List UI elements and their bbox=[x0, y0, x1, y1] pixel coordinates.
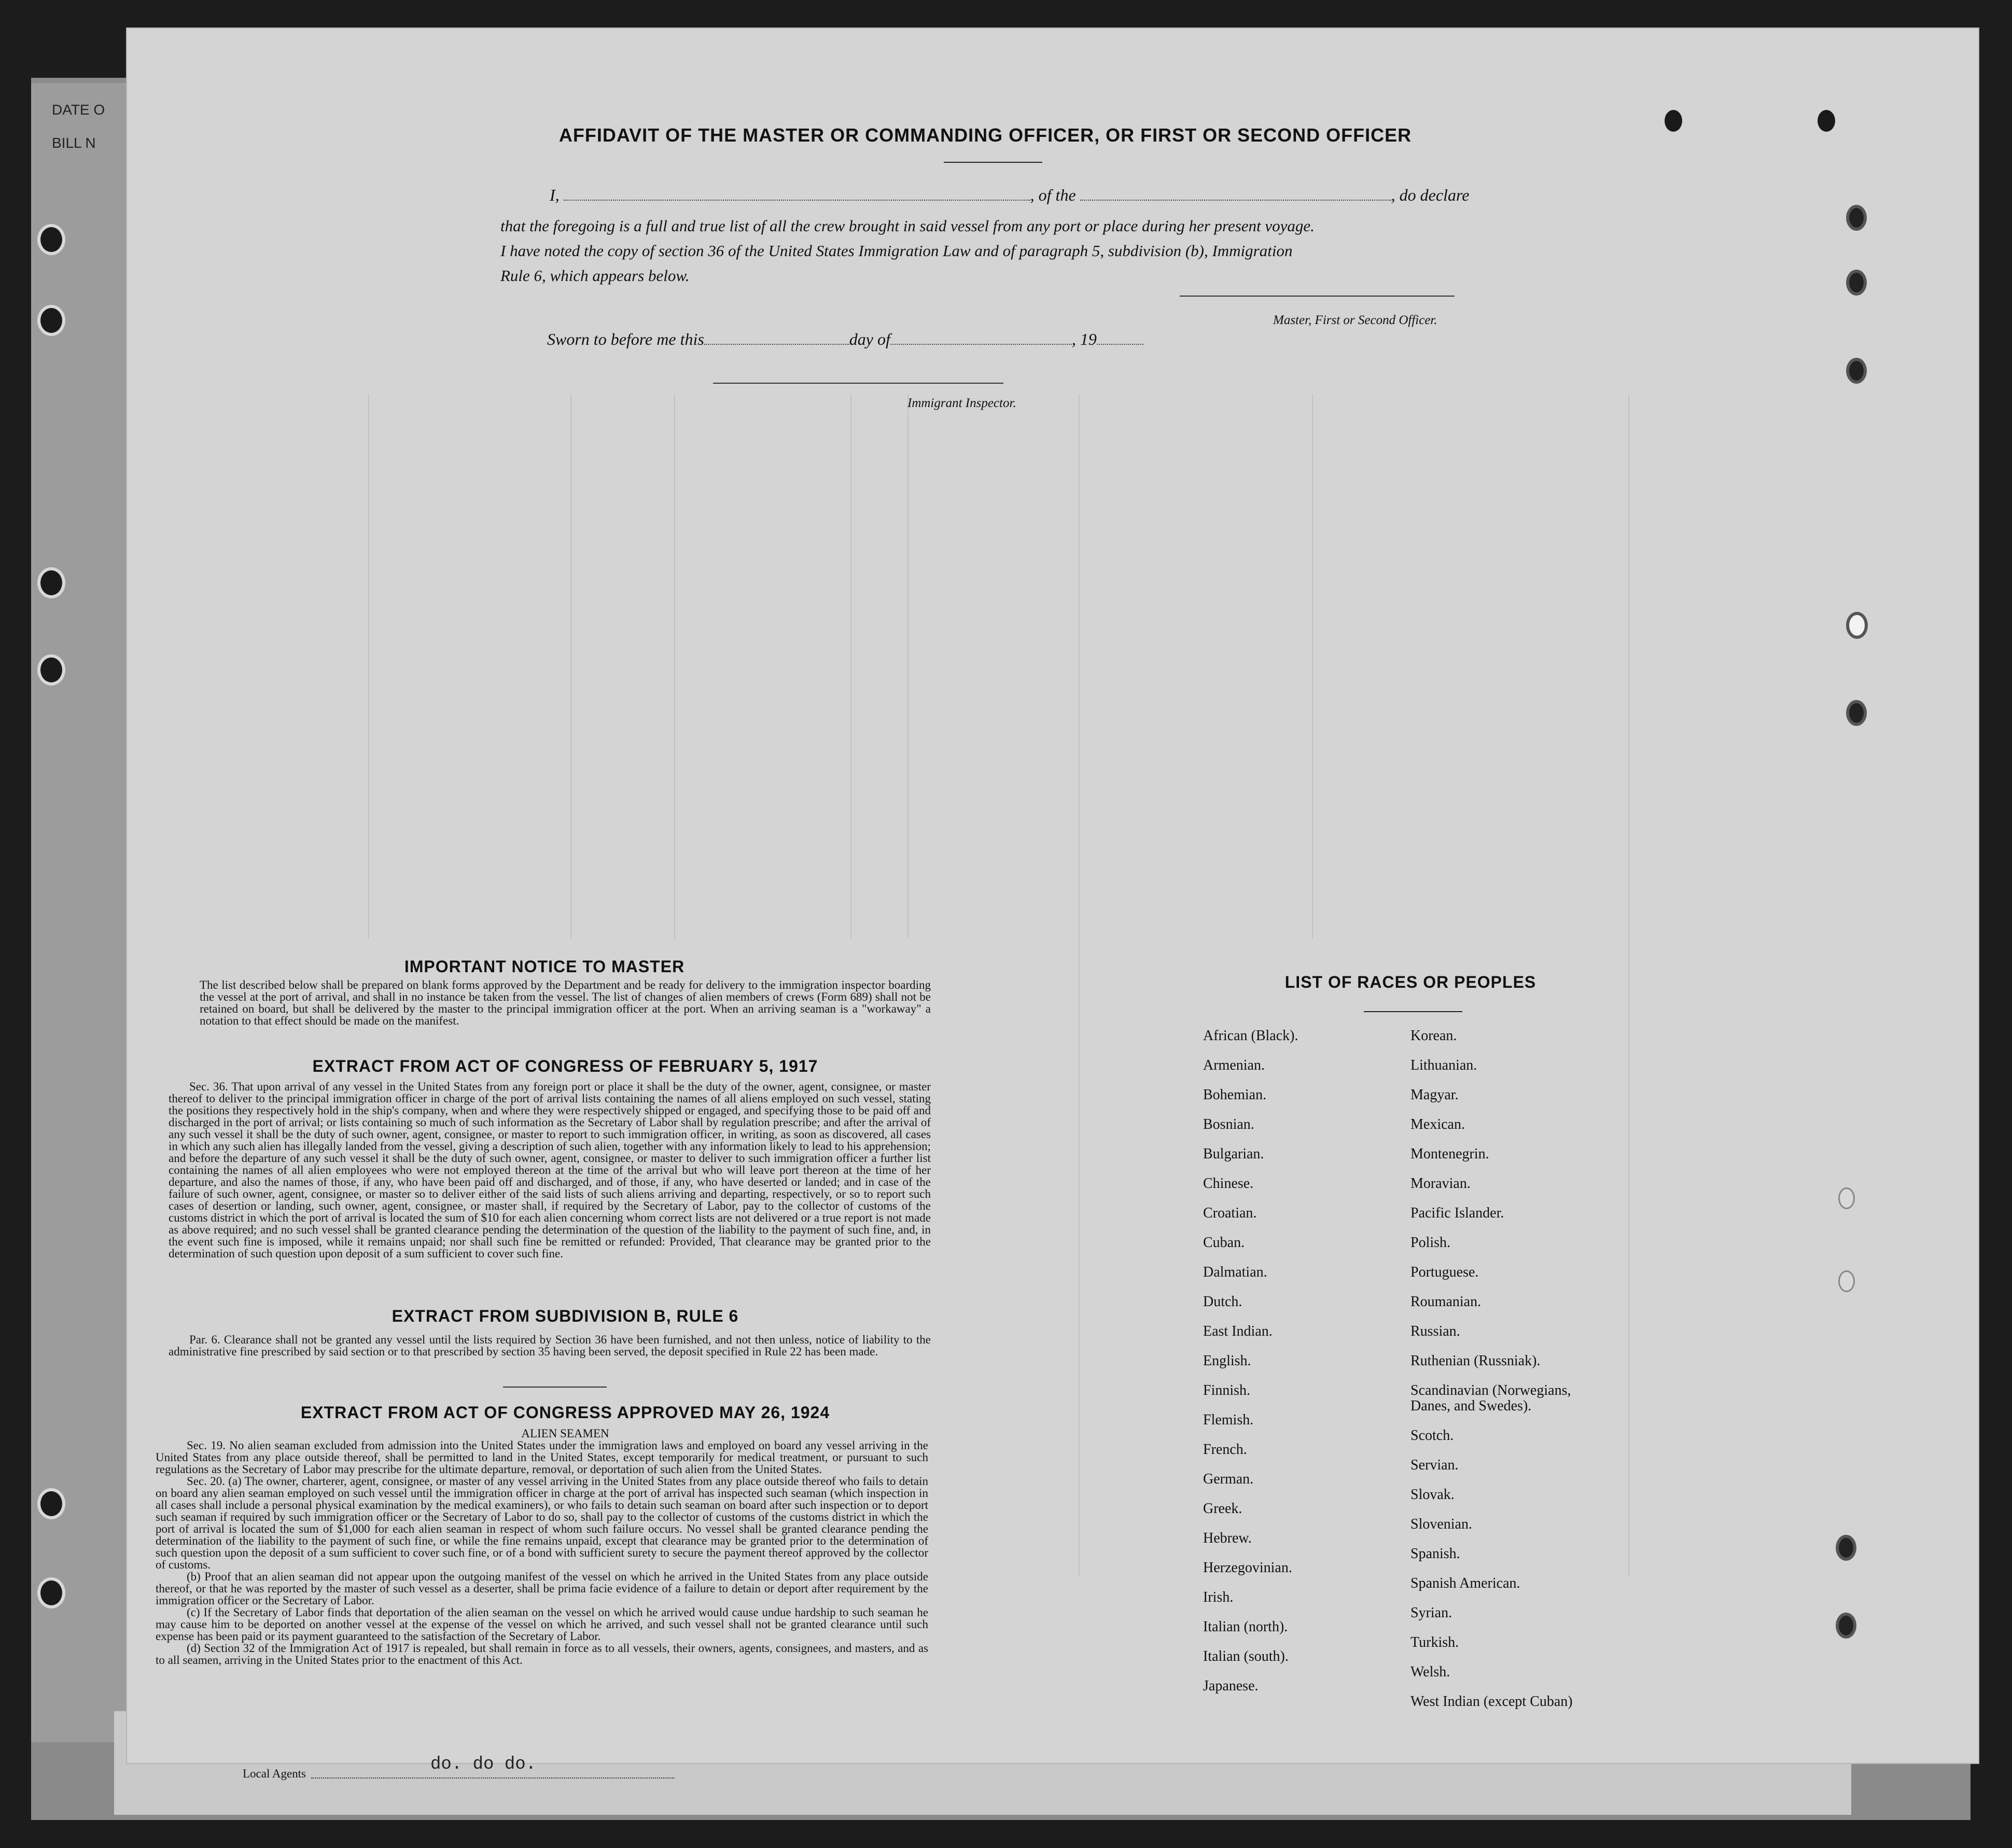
punch-hole bbox=[1838, 1270, 1855, 1292]
race-entry: Italian (south). bbox=[1203, 1648, 1289, 1664]
race-entry: English. bbox=[1203, 1353, 1251, 1369]
title-divider bbox=[944, 162, 1042, 163]
affidavit-line1 bbox=[550, 186, 1469, 205]
extract-1924-body bbox=[156, 1439, 928, 1666]
punch-hole bbox=[1846, 205, 1867, 231]
section-divider bbox=[503, 1387, 607, 1388]
race-entry: West Indian (except Cuban) bbox=[1410, 1693, 1573, 1710]
races-divider bbox=[1364, 1011, 1462, 1012]
punch-hole bbox=[1846, 270, 1867, 296]
inspector-caption: Immigrant Inspector. bbox=[907, 396, 1016, 410]
race-entry: Roumanian. bbox=[1410, 1294, 1482, 1310]
race-entry: Croatian. bbox=[1203, 1205, 1257, 1221]
race-entry: Slovak. bbox=[1410, 1487, 1455, 1503]
sworn-date-field[interactable] bbox=[704, 344, 849, 345]
race-entry: Japanese. bbox=[1203, 1678, 1259, 1694]
sec20a-text: Sec. 20. (a) The owner, charterer, agent, consignee, or master of any vessel arriving in the United States from any place outside thereof who fails to detain on board any alien seaman employed on such vessel until the immigration officer in charge at the port of arrival has inspected such seaman (which inspection in all cases shall include a personal physical examination by the medical examiners), or who fails to detain such seaman on board after such inspection or to deport such seaman if required by such immigration officer or the Secretary of Labor to do so, shall pay to the collector of customs of the customs district in which the port of arrival is located the sum of $1,000 for each alien seaman in respect of whom such failure occurs. No vessel shall be granted clearance pending the determination of the liability to the payment of such fine, or while the fine remains unpaid, except that clearance may be granted prior to the determination of such question upon the deposit of a sum sufficient to cover such fine, or of a bond with sufficient surety to secure the payment thereof approved by the collector of customs. bbox=[156, 1475, 928, 1571]
margin-stamp-line2: BILL N bbox=[52, 135, 96, 151]
race-entry: Slovenian. bbox=[1410, 1516, 1472, 1532]
race-entry: Russian. bbox=[1410, 1323, 1460, 1339]
race-entry: Moravian. bbox=[1410, 1175, 1471, 1192]
vessel-name-field[interactable] bbox=[1080, 200, 1391, 201]
race-entry: Dutch. bbox=[1203, 1294, 1242, 1310]
punch-hole bbox=[37, 224, 65, 255]
affidavit-declare: , do declare bbox=[1391, 186, 1470, 204]
punch-hole bbox=[37, 305, 65, 336]
inspector-signature-line bbox=[713, 383, 1003, 384]
race-entry: Armenian. bbox=[1203, 1057, 1265, 1073]
sworn-month-field[interactable] bbox=[890, 344, 1072, 345]
race-entry: Mexican. bbox=[1410, 1116, 1465, 1132]
race-entry: Herzegovinian. bbox=[1203, 1560, 1292, 1576]
ghost-column-line bbox=[907, 394, 909, 939]
punch-hole bbox=[1838, 1187, 1855, 1209]
sworn-label: Sworn to before me this bbox=[547, 330, 704, 348]
race-entry: Spanish American. bbox=[1410, 1575, 1520, 1591]
races-right-column bbox=[1410, 1028, 1701, 1723]
notice-title: IMPORTANT NOTICE TO MASTER bbox=[404, 957, 685, 976]
race-entry: Pacific Islander. bbox=[1410, 1205, 1504, 1221]
sec19-text: Sec. 19. No alien seaman excluded from admission into the United States under the immigration laws and employed on board any vessel arriving in the United States from any place outside thereof, shall be permitted to land in the United States, except temporarily for medical treatment, or pursuant to such regulations as the Secretary of Labor may prescribe for the ultimate departure, removal, or deportation of such alien from the United States. bbox=[156, 1439, 928, 1476]
sworn-day-label: day of bbox=[849, 330, 890, 348]
race-entry: Irish. bbox=[1203, 1589, 1234, 1605]
sec20c-text: (c) If the Secretary of Labor finds that deportation of the alien seaman on the vessel on which he arrived would cause undue hardship to such seaman he may cause him to be deported on another vessel at the expense of the vessel on which he arrived, and such vessel shall not be granted clearance until such expense has been paid or its payment guaranteed to the satisfaction of the Secretary of Labor. bbox=[156, 1606, 928, 1643]
race-entry: Polish. bbox=[1410, 1235, 1451, 1251]
race-entry: Chinese. bbox=[1203, 1175, 1254, 1192]
margin-stamp bbox=[52, 93, 105, 160]
punch-hole bbox=[37, 654, 65, 685]
race-entry: Lithuanian. bbox=[1410, 1057, 1477, 1073]
ghost-column-line bbox=[368, 394, 369, 939]
ghost-column-line bbox=[1079, 394, 1080, 1576]
ghost-column-line bbox=[674, 394, 675, 939]
race-entry: Servian. bbox=[1410, 1457, 1459, 1473]
margin-stamp-line1: DATE O bbox=[52, 102, 105, 118]
sworn-year-label: , 19 bbox=[1071, 330, 1097, 348]
race-entry: Flemish. bbox=[1203, 1412, 1254, 1428]
race-entry: German. bbox=[1203, 1471, 1254, 1487]
race-entry: Cuban. bbox=[1203, 1235, 1245, 1251]
race-entry: Danes, and Swedes). bbox=[1410, 1398, 1532, 1414]
officer-name-field[interactable] bbox=[564, 200, 1030, 201]
affidavit-of: , of the bbox=[1030, 186, 1076, 204]
race-entry: Ruthenian (Russniak). bbox=[1410, 1353, 1541, 1369]
subdivision-title: EXTRACT FROM SUBDIVISION B, RULE 6 bbox=[392, 1307, 739, 1325]
race-entry: Turkish. bbox=[1410, 1634, 1459, 1650]
race-entry: Finnish. bbox=[1203, 1382, 1251, 1398]
race-entry: East Indian. bbox=[1203, 1323, 1273, 1339]
punch-hole bbox=[37, 1577, 65, 1608]
signature-caption: Master, First or Second Officer. bbox=[1273, 313, 1437, 327]
subdivision-text: Par. 6. Clearance shall not be granted any vessel until the lists required by Section 36 have been furnished, and not then unless, notice of liability to the administrative fine prescribed by said section or to that prescribed by section 35 having been served, the deposit specified in Rule 22 has been made. bbox=[169, 1333, 931, 1358]
affidavit-line4: Rule 6, which appears below. bbox=[500, 267, 690, 285]
race-entry: Bulgarian. bbox=[1203, 1146, 1264, 1162]
sec20d-text: (d) Section 32 of the Immigration Act of 1917 is repealed, but shall remain in force as to all vessels, their owners, agents, consignees, and masters, and as to all seamen, arriving in the United States prior to the enactment of this Act. bbox=[156, 1642, 928, 1667]
signature-field[interactable] bbox=[1180, 296, 1455, 297]
local-agents-label: Local Agents bbox=[243, 1767, 306, 1780]
ghost-column-line bbox=[1312, 394, 1313, 939]
race-entry: Magyar. bbox=[1410, 1087, 1459, 1103]
sec20b-text: (b) Proof that an alien seaman did not appear upon the outgoing manifest of the vessel on which he arrived in the United States from any place outside thereof, or that he was reported by the master of such vessel as a deserter, shall be prima facie evidence of a failure to detain or deport after requirement by the immigration officer or the Secretary of Labor. bbox=[156, 1570, 928, 1607]
punch-hole bbox=[1846, 612, 1868, 639]
local-agents-typed: do. do do. bbox=[430, 1755, 537, 1774]
sworn-line bbox=[547, 330, 1143, 349]
punch-hole bbox=[1818, 110, 1835, 132]
punch-hole bbox=[1846, 358, 1867, 384]
punch-hole bbox=[1836, 1613, 1856, 1639]
affidavit-line2: that the foregoing is a full and true list of all the crew brought in said vessel from any port or place during her present voyage. bbox=[500, 217, 1315, 235]
punch-hole bbox=[1836, 1535, 1856, 1561]
affidavit-title: AFFIDAVIT OF THE MASTER OR COMMANDING OFFICER, OR FIRST OR SECOND OFFICER bbox=[558, 124, 1412, 146]
extract-1924-subtitle: ALIEN SEAMEN bbox=[521, 1427, 609, 1440]
race-entry: Italian (north). bbox=[1203, 1619, 1288, 1635]
ghost-column-line bbox=[570, 394, 571, 939]
punch-hole bbox=[37, 567, 65, 598]
race-entry: Dalmatian. bbox=[1203, 1264, 1267, 1280]
race-entry: Welsh. bbox=[1410, 1664, 1450, 1680]
notice-text: The list described below shall be prepared on blank forms approved by the Department and be ready for delivery to the immigration inspector boarding the vessel at the port of arrival, and shall in no instance be taken from the vessel. The list of changes of alien members of crews (Form 689) shall not be retained on board, but shall be delivered by the master to the principal immigration officer at the port. When an arriving seaman is a "workaway" a notation to that effect should be made on the manifest. bbox=[200, 978, 931, 1027]
race-entry: Spanish. bbox=[1410, 1546, 1460, 1562]
race-entry: Montenegrin. bbox=[1410, 1146, 1489, 1162]
ghost-column-line bbox=[850, 394, 851, 939]
extract-1924-title: EXTRACT FROM ACT OF CONGRESS APPROVED MAY 26, 1924 bbox=[300, 1403, 830, 1422]
extract-1917-title: EXTRACT FROM ACT OF CONGRESS OF FEBRUARY 5, 1917 bbox=[312, 1057, 818, 1075]
punch-hole bbox=[1846, 700, 1867, 726]
race-entry: Portuguese. bbox=[1410, 1264, 1479, 1280]
race-entry: Greek. bbox=[1203, 1501, 1242, 1517]
local-agents-dotline bbox=[311, 1777, 674, 1779]
race-entry: Bohemian. bbox=[1203, 1087, 1267, 1103]
affidavit-i: I, bbox=[550, 186, 560, 204]
punch-hole bbox=[37, 1488, 65, 1519]
race-entry: Scandinavian (Norwegians, bbox=[1410, 1382, 1571, 1398]
races-title: LIST OF RACES OR PEOPLES bbox=[1284, 973, 1536, 991]
race-entry: Syrian. bbox=[1410, 1605, 1452, 1621]
affidavit-line3: I have noted the copy of section 36 of the United States Immigration Law and of paragraph 5, subdivision (b), Immigration bbox=[500, 242, 1293, 260]
sworn-year-field[interactable] bbox=[1097, 344, 1143, 345]
race-entry: African (Black). bbox=[1203, 1028, 1298, 1044]
race-entry: Hebrew. bbox=[1203, 1530, 1252, 1546]
extract-1917-text: Sec. 36. That upon arrival of any vessel in the United States from any foreign port or place it shall be the duty of the owner, agent, consignee, or master thereof to deliver to the principal immigration officer in charge of the port of arrival lists containing the names of all aliens employed on such vessel, stating the positions they respectively hold in the ship's company, when and where they were respectively shipped or engaged, and specifying those to be paid off and discharged in the port of arrival; or lists containing so much of such information as the Secretary of Labor shall by regulation prescribe; and after the arrival of any such vessel it shall be the duty of such owner, agent, consignee, or master to report to such immigration officer, in writing, as soon as discovered, all cases in which any such alien has illegally landed from the vessel, giving a description of such alien, together with any information likely to lead to his apprehension; and before the departure of any such vessel it shall be the duty of such owner, agent, consignee, or master to deliver to such immigration officer a further list containing the names of all alien employees who were not employed thereon at the time of the arrival but who will leave port thereon at the time of her departure, and also the names of those, if any, who have been paid off and discharged, and of those, if any, who have deserted or landed; and in case of the failure of such owner, agent, consignee, or master so to deliver either of the said lists of such aliens arriving and departing, respectively, or so to report such cases of desertion or landing, such owner, agent, consignee, or master shall, if required by the Secretary of Labor, pay to the collector of customs of the customs district in which the port of arrival is located the sum of $10 for each alien concerning whom correct lists are not delivered or a true report is not made as above required; and no such vessel shall be granted clearance pending the determination of the question of the liability to the payment of such fine, and, in the event such fine is imposed, while it remains unpaid; nor shall such fine be remitted or refunded: Provided, That clearance may be granted prior to the determination of such question upon deposit of a sum sufficient to cover such fine. bbox=[169, 1080, 931, 1260]
race-entry: Scotch. bbox=[1410, 1427, 1454, 1444]
race-entry: French. bbox=[1203, 1441, 1247, 1458]
race-entry: Bosnian. bbox=[1203, 1116, 1254, 1132]
race-entry: Korean. bbox=[1410, 1028, 1457, 1044]
punch-hole bbox=[1665, 110, 1682, 132]
